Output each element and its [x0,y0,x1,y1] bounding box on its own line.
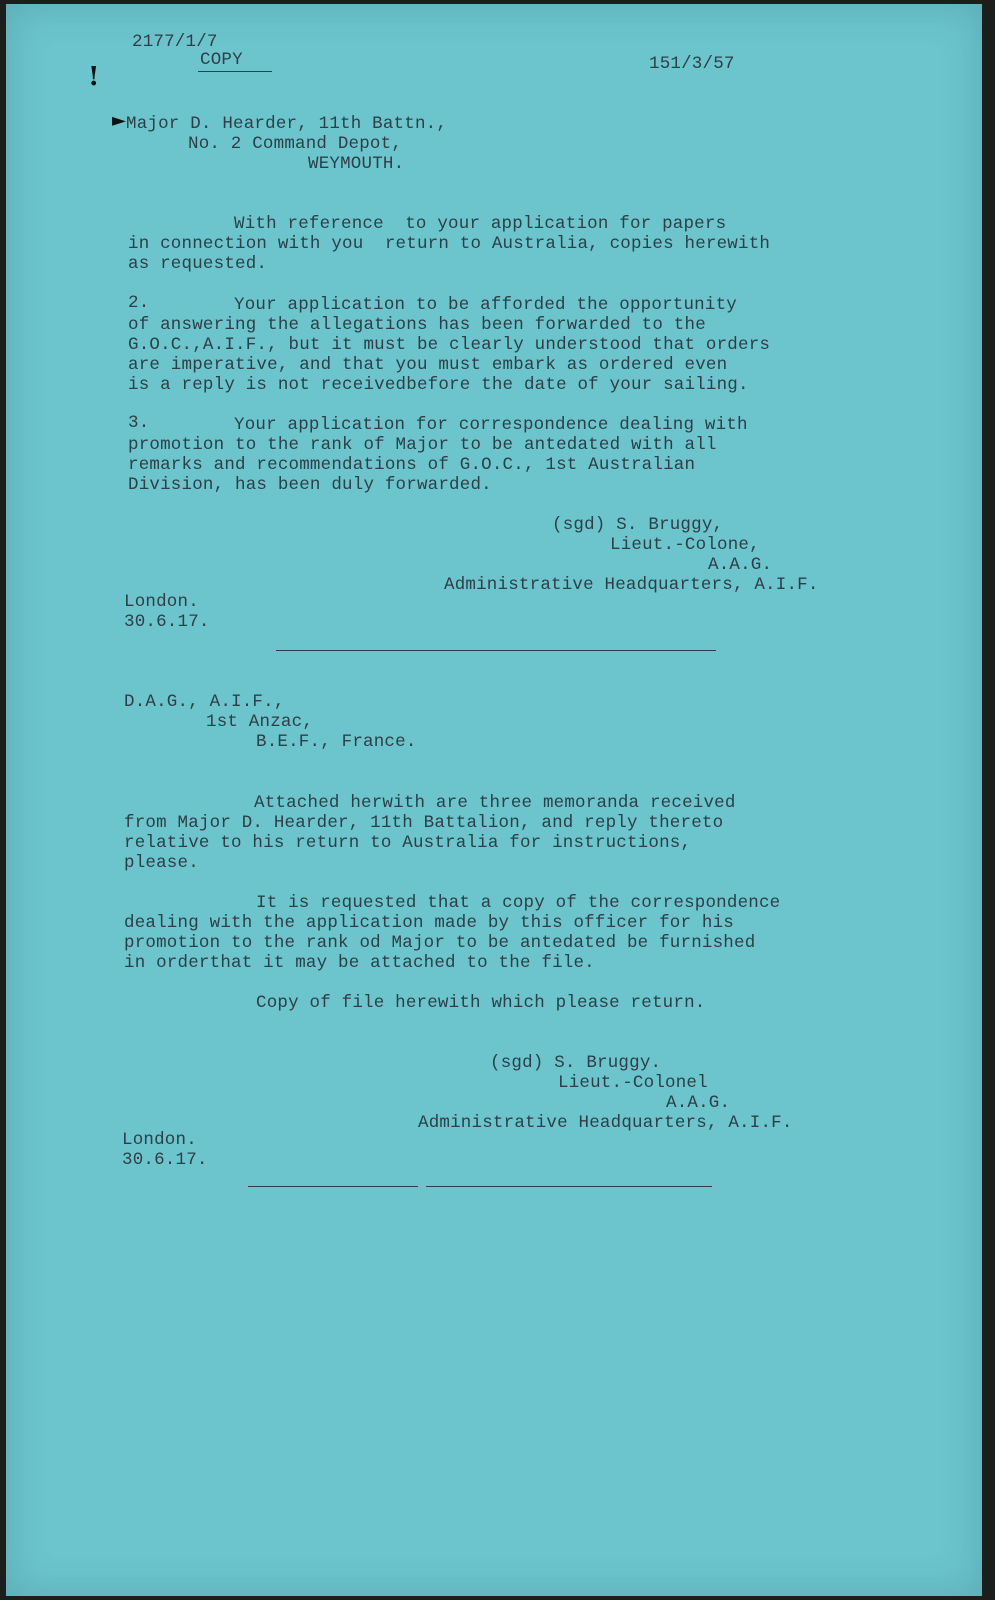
end-line-left [248,1186,418,1187]
signature-2-rank: Lieut.-Colonel [558,1073,708,1093]
copy-label: COPY [200,50,243,70]
para3-line-4: Division, has been duly forwarded. [128,475,492,495]
date-2: 30.6.17. [122,1150,208,1170]
signature-1-title: A.A.G. [708,555,773,575]
para1-line-3: as requested. [128,254,268,274]
arrow-mark-icon: ► [112,110,126,131]
para2-line-2: of answering the allegations has been forwarded to the [128,315,706,335]
doc2-para3: Copy of file herewith which please return. [256,993,706,1013]
doc2-para1-line-3: relative to his return to Australia for instructions, [124,833,692,853]
signature-1-office: Administrative Headquarters, A.I.F. [444,575,819,595]
separator-line [276,650,716,651]
para1-line-2: in connection with you return to Australia, copies herewith [128,234,771,254]
date-1: 30.6.17. [124,612,210,632]
doc2-para1-line-1: Attached herwith are three memoranda received [254,793,736,813]
reference-number: 151/3/57 [649,54,735,74]
addressee2-line-2: 1st Anzac, [206,712,314,732]
signature-2-name: (sgd) S. Bruggy. [490,1053,662,1073]
addressee-line-1: Major D. Hearder, 11th Battn., [126,114,448,134]
para2-number: 2. [128,293,150,313]
file-reference: 2177/1/7 [132,32,218,52]
document-page [6,4,982,1596]
addressee2-line-1: D.A.G., A.I.F., [124,692,285,712]
doc2-para2-line-4: in orderthat it may be attached to the file. [124,953,595,973]
signature-1-name: (sgd) S. Bruggy, [552,515,724,535]
place-2: London. [122,1130,197,1150]
signature-1-rank: Lieut.-Colone, [610,535,760,555]
end-line-right [426,1186,712,1187]
para2-line-1: Your application to be afforded the opportunity [234,295,737,315]
doc2-para2-line-1: It is requested that a copy of the correspondence [256,893,781,913]
signature-2-title: A.A.G. [666,1093,731,1113]
addressee-line-3: WEYMOUTH. [308,154,405,174]
para2-line-5: is a reply is not receivedbefore the date of your sailing. [128,375,749,395]
doc2-para2-line-3: promotion to the rank od Major to be antedated be furnished [124,933,756,953]
handwritten-mark-icon: ! [88,62,100,92]
copy-underline [198,71,272,72]
para3-line-3: remarks and recommendations of G.O.C., 1st Australian [128,455,696,475]
doc2-para1-line-4: please. [124,853,199,873]
para3-line-2: promotion to the rank of Major to be antedated with all [128,435,717,455]
addressee-line-2: No. 2 Command Depot, [188,134,403,154]
para2-line-3: G.O.C.,A.I.F., but it must be clearly understood that orders [128,335,771,355]
place-1: London. [124,592,199,612]
para3-number: 3. [128,413,150,433]
doc2-para1-line-2: from Major D. Hearder, 11th Battalion, and reply thereto [124,813,724,833]
addressee2-line-3: B.E.F., France. [256,732,417,752]
para2-line-4: are imperative, and that you must embark as ordered even [128,355,728,375]
signature-2-office: Administrative Headquarters, A.I.F. [418,1113,793,1133]
doc2-para2-line-2: dealing with the application made by this officer for his [124,913,734,933]
para3-line-1: Your application for correspondence dealing with [234,415,748,435]
para1-line-1: With reference to your application for papers [234,214,727,234]
